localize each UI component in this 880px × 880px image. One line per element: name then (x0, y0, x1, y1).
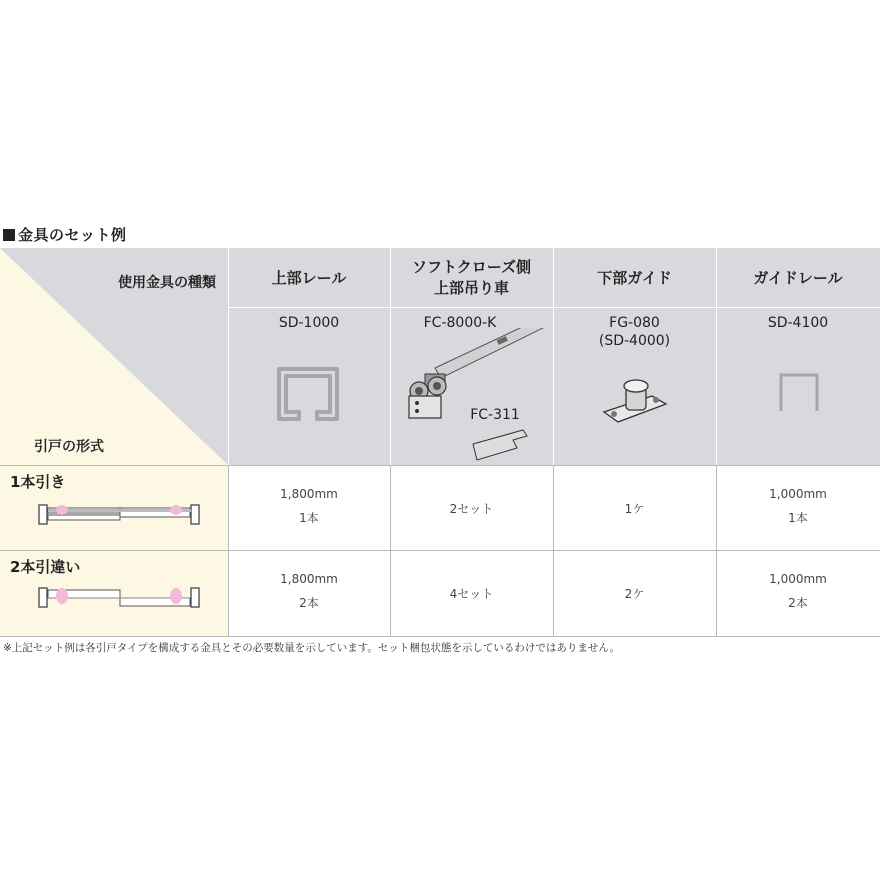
cell-hanger-qty: 4セット (449, 587, 494, 601)
corner-label-hardware-type: 使用金具の種類 (118, 275, 216, 291)
model-sd-4000: (SD-4000) (598, 333, 671, 349)
model-fc-8000-k: FC-8000-K (423, 315, 497, 331)
column-divider (553, 465, 554, 636)
rail-channel-icon (276, 366, 340, 422)
footnote: ※上記セット例は各引戸タイプを構成する金具とその必要数量を示しています。セット梱包状態を示しているわけではありません。 (3, 642, 621, 654)
row-divider (0, 465, 880, 466)
hanger-roller-icon (405, 328, 550, 463)
double-sliding-diagram (38, 586, 202, 612)
cell-guide-qty: 2ケ (624, 587, 645, 601)
model-sd-4100: SD-4100 (767, 315, 829, 331)
cell-rail-qty: 1,800mm 2本 (280, 572, 338, 610)
column-head-floor-guide: 下部ガイド (597, 269, 672, 287)
square-bullet-icon (3, 229, 15, 241)
cell-hanger-qty: 2セット (449, 502, 494, 516)
section-title (3, 224, 127, 245)
cell-guide-rail-qty: 1,000mm 1本 (769, 487, 827, 525)
column-divider (390, 465, 391, 636)
header-divider (228, 307, 880, 308)
column-head-upper-rail: 上部レール (271, 269, 347, 287)
guide-rail-icon (779, 373, 819, 413)
cell-guide-qty: 1ケ (624, 502, 645, 516)
row-label-single: 1本引き (10, 473, 66, 491)
cell-rail-qty: 1,800mm 1本 (280, 487, 338, 525)
model-sd-1000: SD-1000 (278, 315, 340, 331)
section-title-text: 金具のセット例 (18, 226, 127, 244)
corner-label-door-type: 引戸の形式 (34, 439, 104, 455)
hardware-set-table (0, 248, 880, 636)
column-head-hanger: ソフトクローズ側 上部吊り車 (412, 258, 531, 297)
cell-guide-rail-qty: 1,000mm 2本 (769, 572, 827, 610)
row-label-double: 2本引違い (10, 558, 81, 576)
single-sliding-diagram (38, 503, 202, 529)
column-head-guide-rail: ガイドレール (753, 269, 843, 287)
floor-guide-icon (600, 376, 670, 432)
model-fg-080: FG-080 (609, 315, 660, 331)
row-divider (0, 636, 880, 637)
row-divider (0, 550, 880, 551)
model-fc-311: FC-311 (470, 407, 520, 423)
